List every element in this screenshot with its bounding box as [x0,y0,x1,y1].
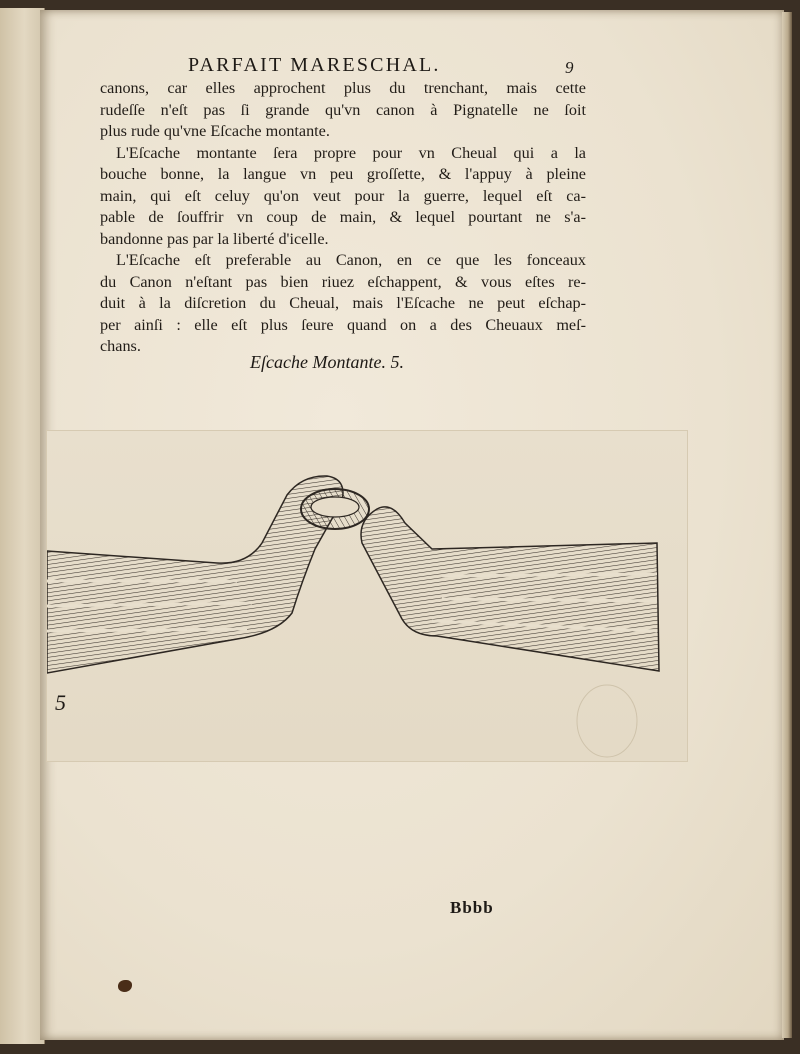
text-line: main, qui eſt celuy qu'on veut pour la guerre, lequel eſt ca- [100,186,586,205]
bit-engraving [47,431,687,761]
left-mouthpiece-bar [47,476,343,673]
plate-number: 5 [55,690,66,715]
text-line: chans. [100,337,141,355]
running-title: PARFAIT MARESCHAL. [188,54,441,76]
text-line: bandonne pas par la liberté d'icelle. [100,229,329,248]
page-number: 9 [565,58,574,77]
text-line: duit à la diſcretion du Cheual, mais l'Eſcache ne peut eſchap- [100,294,586,312]
signature-mark: Bbbb [450,898,494,917]
text-line: rudeſſe n'eſt pas ſi grande qu'vn canon à Pignatelle ne ſoit [100,100,586,119]
text-line: canons, car elles approchent plus du trenchant, mais cette [100,79,586,97]
right-mouthpiece-bar [361,507,659,671]
text-line: bouche bonne, la langue vn peu groſſette, & l'appuy à pleine [100,165,586,183]
text-line: pable de ſouffrir vn coup de main, & lequel pourtant ne s'a- [100,208,586,226]
text-line: per ainſi : elle eſt plus ſeure quand on a des Cheuaux meſ- [100,315,586,334]
body-text [100,78,586,358]
figure-caption: Eſcache Montante. 5. [250,352,404,372]
text-line: L'Eſcache montante ſera propre pour vn Cheual qui a la [116,143,586,162]
text-line: plus rude qu'vne Eſcache montante. [100,122,330,140]
right-page-edge [782,12,792,1038]
text-line: du Canon n'eſtant pas bien riuez eſchappent, & vous eſtes re- [100,272,586,291]
left-page-edge [0,8,45,1044]
text-line: L'Eſcache eſt preferable au Canon, en ce que les fonceaux [116,251,586,269]
engraving-plate [46,430,688,762]
